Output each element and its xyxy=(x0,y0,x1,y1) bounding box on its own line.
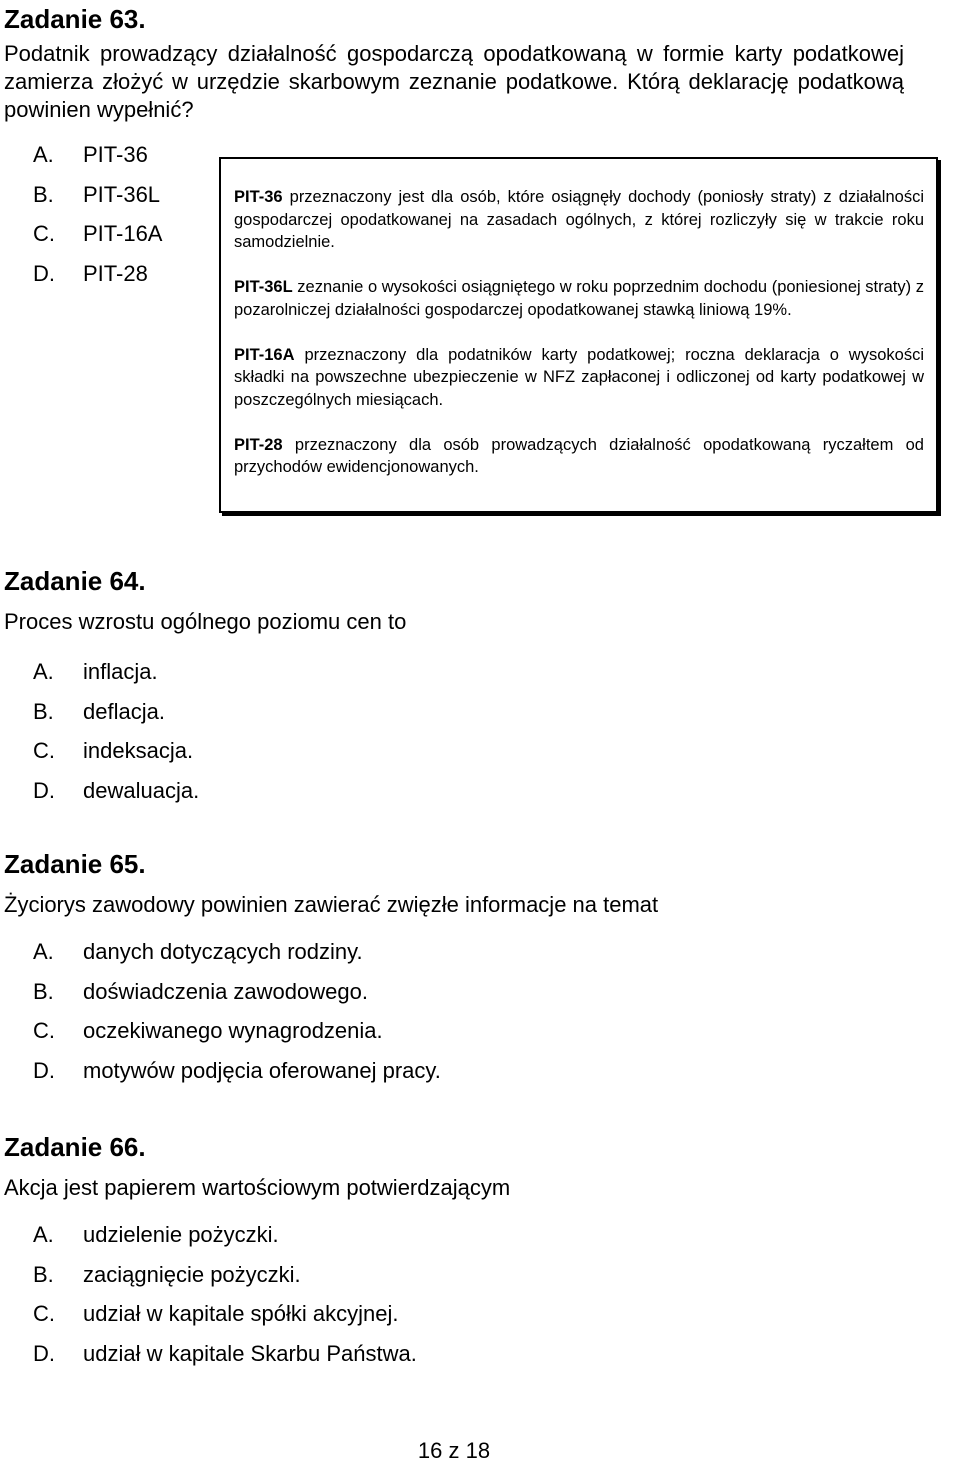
option-a: A. inflacja. xyxy=(33,659,158,684)
task-64-title: Zadanie 64. xyxy=(4,566,146,596)
option-b: B. PIT-36L xyxy=(33,181,161,207)
info-entry-pit-28: PIT-28 przeznaczony dla osób prowadzących działalność opodatkowaną ryczałtem od przychodów ewidencjonowanych. xyxy=(234,435,924,476)
option-b: B. deflacja. xyxy=(33,698,165,724)
option-d: D. PIT-28 xyxy=(33,261,148,287)
task-66-question: Akcja jest papierem wartościowym potwierdzającym xyxy=(4,1175,511,1200)
option-c: C. indeksacja. xyxy=(33,738,194,764)
option-c: C. oczekiwanego wynagrodzenia. xyxy=(33,1018,383,1044)
task-65-question: Życiorys zawodowy powinien zawierać zwięzłe informacje na temat xyxy=(4,892,659,917)
task-64-question: Proces wzrostu ogólnego poziomu cen to xyxy=(4,609,407,634)
option-d: D. udział w kapitale Skarbu Państwa. xyxy=(33,1341,417,1367)
task-66-options xyxy=(33,1221,417,1380)
option-c: C. PIT-16A xyxy=(33,221,163,247)
task-64-options xyxy=(33,658,199,817)
info-box xyxy=(219,157,938,513)
option-a: A. danych dotyczących rodziny. xyxy=(33,939,363,964)
task-66-title: Zadanie 66. xyxy=(4,1132,146,1162)
option-c: C. udział w kapitale spółki akcyjnej. xyxy=(33,1301,399,1327)
task-65-title: Zadanie 65. xyxy=(4,849,146,879)
task-63-options xyxy=(33,141,162,300)
option-a: A. udzielenie pożyczki. xyxy=(33,1222,279,1247)
task-63-question: Podatnik prowadzący działalność gospodarczą opodatkowaną w formie karty podatkowej zamierza złożyć w urzędzie skarbowym zeznanie podatkowe. Którą deklarację podatkową powinien wypełnić? xyxy=(4,41,904,122)
option-a: A. PIT-36 xyxy=(33,142,148,167)
option-d: D. motywów podjęcia oferowanej pracy. xyxy=(33,1058,441,1084)
page-number: 16 z 18 xyxy=(417,1438,491,1463)
option-b: B. doświadczenia zawodowego. xyxy=(33,978,368,1004)
task-65-options xyxy=(33,938,441,1097)
option-b: B. zaciągnięcie pożyczki. xyxy=(33,1261,301,1287)
info-entry-pit-36: PIT-36 przeznaczony jest dla osób, które osiągnęły dochody (poniosły straty) z działalności gospodarczej opodatkowanej na zasadach ogólnych, z której rozliczyły się w trakcie roku samodzielnie. xyxy=(234,188,924,251)
info-entry-pit-16a: PIT-16A przeznaczony dla podatników karty podatkowej; roczna deklaracja o wysokości składki na powszechne ubezpieczenie w NFZ zapłaconej i odliczonej od karty podatkowej w poszczególnych miesiącach. xyxy=(234,345,924,409)
info-entry-pit-36l: PIT-36L zeznanie o wysokości osiągniętego w roku poprzednim dochodu (poniesionej straty) z pozarolniczej działalności gospodarczej opodatkowanej stawką liniową 19%. xyxy=(234,278,924,319)
task-63-title: Zadanie 63. xyxy=(4,4,146,34)
option-d: D. dewaluacja. xyxy=(33,778,200,804)
